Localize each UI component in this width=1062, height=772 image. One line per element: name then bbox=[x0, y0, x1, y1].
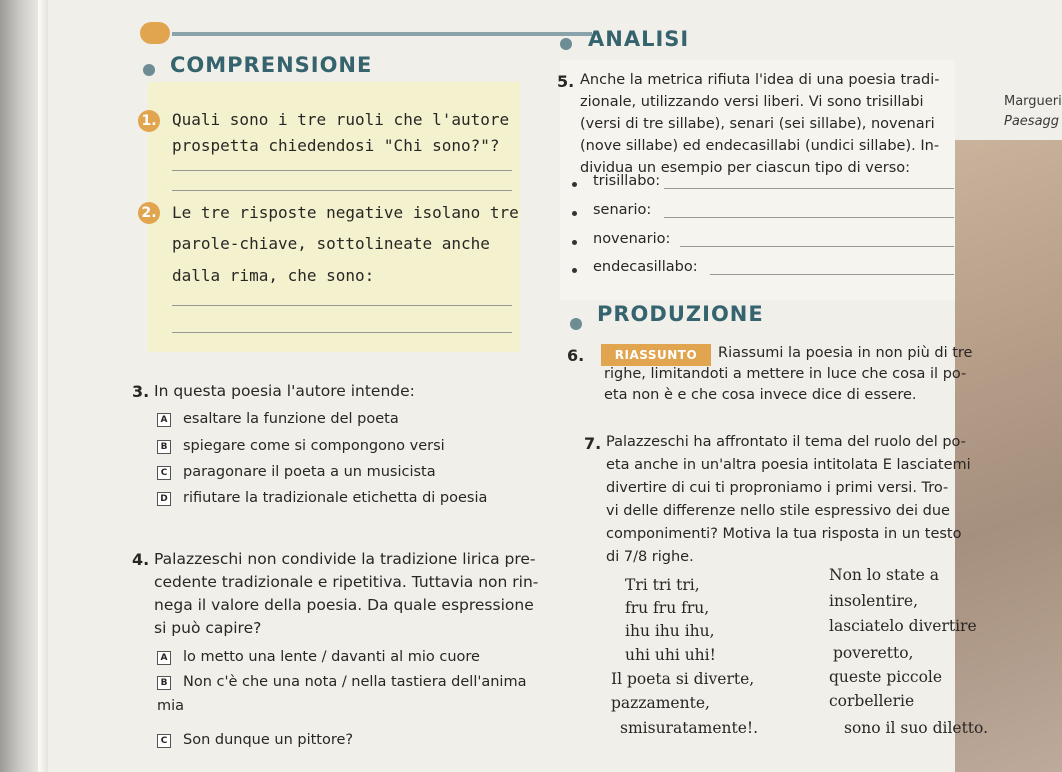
q6-line1: Riassumi la poesia in non più di tre bbox=[718, 345, 973, 361]
q4-option-b: Non c'è che una nota / nella tastiera dell'anima bbox=[183, 674, 527, 690]
answer-line[interactable] bbox=[710, 274, 954, 275]
poem-right-line: lasciatelo divertire bbox=[829, 617, 977, 635]
item-bullet bbox=[572, 240, 577, 245]
poem-left-line: ihu ihu ihu, bbox=[625, 622, 715, 640]
q2-text-line3: dalla rima, che sono: bbox=[172, 266, 375, 285]
poem-left-line: Il poeta si diverte, bbox=[611, 670, 755, 688]
q4-line1: Palazzeschi non condivide la tradizione lirica pre- bbox=[154, 550, 536, 568]
landscape-image bbox=[955, 140, 1062, 772]
answer-line[interactable] bbox=[664, 188, 954, 189]
q4-option-a: lo metto una lente / davanti al mio cuore bbox=[183, 649, 480, 665]
q3-option-b: spiegare come si compongono versi bbox=[183, 438, 445, 454]
poem-left-line: smisuratamente!. bbox=[620, 719, 759, 737]
poem-left-line: pazzamente, bbox=[611, 694, 710, 712]
comprensione-title: COMPRENSIONE bbox=[170, 53, 373, 77]
q3-option-a-box[interactable]: A bbox=[157, 413, 171, 427]
q5-line5: dividua un esempio per ciascun tipo di verso: bbox=[580, 160, 911, 176]
q4-option-a-box[interactable]: A bbox=[157, 651, 171, 665]
q5-item-endecasillabo: endecasillabo: bbox=[593, 259, 698, 275]
header-rule bbox=[172, 32, 592, 36]
q1-text-line2: prospetta chiedendosi "Chi sono?"? bbox=[172, 136, 500, 155]
margin-author: Margueri bbox=[1004, 94, 1062, 109]
q5-line2: zionale, utilizzando versi liberi. Vi sono trisillabi bbox=[580, 94, 924, 110]
q4-option-c: Son dunque un pittore? bbox=[183, 732, 354, 748]
answer-line bbox=[172, 332, 512, 333]
q1-number-badge: 1. bbox=[138, 110, 160, 132]
q1-text-line1: Quali sono i tre ruoli che l'autore bbox=[172, 110, 510, 129]
q2-text-line1: Le tre risposte negative isolano tre bbox=[172, 203, 519, 222]
section-bullet bbox=[143, 64, 155, 76]
section-bullet bbox=[560, 38, 572, 50]
q4-option-b-cont: mia bbox=[157, 698, 185, 714]
q5-line3: (versi di tre sillabe), senari (sei sillabe), novenari bbox=[580, 116, 935, 132]
poem-right-line: poveretto, bbox=[833, 644, 914, 662]
q4-line2: cedente tradizionale e ripetitiva. Tuttavia non rin- bbox=[154, 573, 539, 591]
q3-option-c-box[interactable]: C bbox=[157, 466, 171, 480]
poem-left-line: fru fru fru, bbox=[625, 599, 710, 617]
q6-line2: righe, limitandoti a mettere in luce che cosa il po- bbox=[604, 366, 967, 382]
answer-line bbox=[172, 170, 512, 171]
q3-option-c: paragonare il poeta a un musicista bbox=[183, 464, 436, 480]
header-tab bbox=[140, 22, 170, 44]
poem-right-line: corbellerie bbox=[829, 692, 915, 710]
q3-option-a: esaltare la funzione del poeta bbox=[183, 411, 399, 427]
q3-option-d-box[interactable]: D bbox=[157, 492, 171, 506]
item-bullet bbox=[572, 182, 577, 187]
margin-title: Paesagg bbox=[1004, 114, 1060, 129]
q3-option-b-box[interactable]: B bbox=[157, 440, 171, 454]
q3-text: In questa poesia l'autore intende: bbox=[154, 382, 415, 400]
q4-line4: si può capire? bbox=[154, 619, 262, 637]
q5-item-trisillabo: trisillabo: bbox=[593, 173, 661, 189]
q7-number: 7. bbox=[584, 434, 602, 453]
q7-line2: eta anche in un'altra poesia intitolata E lasciatemi bbox=[606, 457, 971, 473]
produzione-title: PRODUZIONE bbox=[597, 302, 764, 326]
item-bullet bbox=[572, 211, 577, 216]
q6-line3: eta non è e che cosa invece dice di essere. bbox=[604, 387, 917, 403]
poem-left-line: uhi uhi uhi! bbox=[625, 646, 716, 664]
answer-line bbox=[172, 190, 512, 191]
q7-line4: vi delle differenze nello stile espressivo dei due bbox=[606, 503, 950, 519]
q4-line3: nega il valore della poesia. Da quale espressione bbox=[154, 596, 534, 614]
item-bullet bbox=[572, 268, 577, 273]
analisi-title: ANALISI bbox=[588, 27, 690, 51]
q5-line1: Anche la metrica rifiuta l'idea di una poesia tradi- bbox=[580, 72, 940, 88]
q4-option-c-box[interactable]: C bbox=[157, 734, 171, 748]
section-bullet bbox=[570, 318, 582, 330]
q5-item-senario: senario: bbox=[593, 202, 652, 218]
q7-line6: di 7/8 righe. bbox=[606, 549, 694, 565]
q3-number: 3. bbox=[132, 382, 150, 401]
q3-option-d: rifiutare la tradizionale etichetta di poesia bbox=[183, 490, 488, 506]
riassunto-badge: RIASSUNTO bbox=[601, 344, 711, 366]
q5-number: 5. bbox=[557, 72, 575, 91]
poem-right-line: insolentire, bbox=[829, 592, 919, 610]
q7-line5: componimenti? Motiva la tua risposta in un testo bbox=[606, 526, 962, 542]
binding-shadow bbox=[0, 0, 38, 772]
q4-option-b-box[interactable]: B bbox=[157, 676, 171, 690]
q5-item-novenario: novenario: bbox=[593, 231, 671, 247]
q4-number: 4. bbox=[132, 550, 150, 569]
answer-line[interactable] bbox=[680, 246, 954, 247]
poem-right-line: sono il suo diletto. bbox=[844, 719, 989, 737]
poem-right-line: Non lo state a bbox=[829, 566, 940, 584]
answer-line bbox=[172, 305, 512, 306]
q6-number: 6. bbox=[567, 346, 585, 365]
q5-line4: (nove sillabe) ed endecasillabi (undici sillabe). In- bbox=[580, 138, 940, 154]
q7-line1: Palazzeschi ha affrontato il tema del ruolo del po- bbox=[606, 434, 966, 450]
q2-text-line2: parole-chiave, sottolineate anche bbox=[172, 234, 490, 253]
q2-number-badge: 2. bbox=[138, 202, 160, 224]
poem-left-line: Tri tri tri, bbox=[625, 576, 700, 594]
q7-line3: divertire di cui ti proproniamo i primi versi. Tro- bbox=[606, 480, 949, 496]
answer-line[interactable] bbox=[664, 217, 954, 218]
poem-right-line: queste piccole bbox=[829, 668, 943, 686]
page-fold bbox=[38, 0, 48, 772]
